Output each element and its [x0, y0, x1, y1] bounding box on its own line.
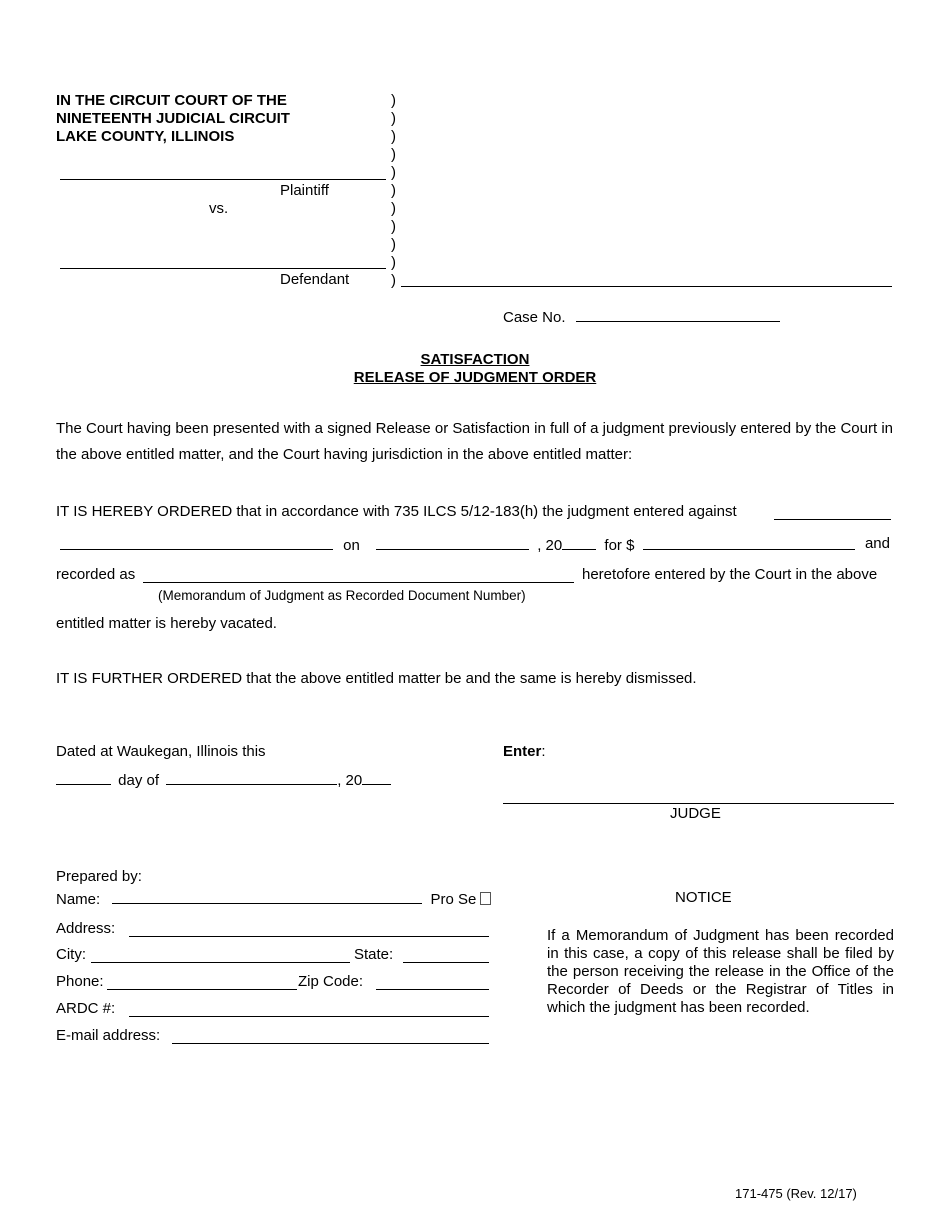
notice-heading: NOTICE [675, 889, 732, 906]
intro-paragraph: The Court having been presented with a signed Release or Satisfaction in full of a judgment previously entered by the Court in the above entitled matter, and the Court having jurisdiction in the above entitled matter: [56, 420, 893, 463]
judge-signature-line[interactable] [503, 803, 894, 804]
court-name-line2: NINETEENTH JUDICIAL CIRCUIT [56, 110, 290, 127]
on-label: on [343, 537, 360, 554]
address-label: Address: [56, 920, 116, 937]
case-number-field[interactable] [576, 307, 780, 322]
defendant-label: Defendant [280, 271, 350, 288]
city-label: City: [56, 946, 86, 963]
recorded-as-label: recorded as [56, 566, 136, 583]
caption-paren: ) [391, 218, 396, 235]
plaintiff-label: Plaintiff [280, 182, 329, 199]
caption-paren: ) [391, 110, 396, 127]
day-of-label: day of [118, 772, 160, 789]
caption-paren: ) [391, 236, 396, 253]
phone-label: Phone: [56, 973, 104, 990]
month-field[interactable] [166, 770, 337, 785]
dated-text: Dated at Waukegan, Illinois this [56, 743, 266, 760]
zip-field[interactable] [376, 975, 489, 990]
judgment-date-field[interactable] [376, 535, 529, 550]
defendant-name-line[interactable] [60, 268, 386, 269]
and-label: and [864, 535, 890, 552]
court-name-line1: IN THE CIRCUIT COURT OF THE [56, 92, 287, 109]
prepared-by-heading: Prepared by: [56, 868, 142, 885]
memo-caption: (Memorandum of Judgment as Recorded Document Number) [158, 588, 526, 603]
ardc-field[interactable] [129, 1002, 489, 1017]
notice-text: If a Memorandum of Judgment has been recorded in this case, a copy of this release shall be filed by the person receiving the release in the Office of the Recorder of Deeds or the Registrar of Titles in which the judgment has been recorded. [547, 927, 894, 1016]
form-number: 171-475 (Rev. 12/17) [735, 1186, 857, 1201]
caption-paren: ) [391, 182, 396, 199]
title-satisfaction: SATISFACTION [420, 351, 530, 368]
case-number-row [503, 307, 780, 327]
amount-field[interactable] [643, 535, 855, 550]
plaintiff-name-line[interactable] [60, 179, 386, 180]
judge-label: JUDGE [670, 805, 721, 822]
caption-paren: ) [391, 200, 396, 217]
debtor-name-field[interactable] [60, 535, 333, 550]
ardc-label: ARDC #: [56, 1000, 116, 1017]
email-label: E-mail address: [56, 1027, 161, 1044]
caption-paren: ) [391, 164, 396, 181]
dated-row [56, 770, 391, 790]
case-number-label: Case No. [503, 309, 566, 326]
caption-paren: ) [391, 272, 396, 289]
recorded-document-field[interactable] [143, 568, 574, 583]
year-prefix-label: , 20 [537, 537, 563, 554]
order1-line2 [60, 535, 892, 555]
dated-year-field[interactable] [362, 770, 391, 785]
enter-colon: : [541, 743, 546, 760]
caption-paren: ) [391, 128, 396, 145]
name-field[interactable] [112, 889, 422, 904]
prepared-name-row [56, 889, 491, 909]
day-field[interactable] [56, 770, 111, 785]
caption-right-line [401, 286, 892, 287]
caption-paren: ) [391, 146, 396, 163]
heretofore-text: heretofore entered by the Court in the above [582, 566, 878, 583]
vacated-text: entitled matter is hereby vacated. [56, 615, 277, 632]
email-field[interactable] [172, 1029, 489, 1044]
for-dollar-label: for $ [604, 537, 635, 554]
pro-se-label: Pro Se [430, 891, 477, 908]
dated-year-prefix: , 20 [337, 772, 363, 789]
caption-paren: ) [391, 92, 396, 109]
zip-label: Zip Code: [298, 973, 364, 990]
pro-se-checkbox[interactable] [480, 892, 491, 905]
city-field[interactable] [91, 948, 350, 963]
phone-field[interactable] [107, 975, 297, 990]
order1-text: IT IS HEREBY ORDERED that in accordance with 735 ILCS 5/12-183(h) the judgment entered against [56, 503, 737, 520]
title-release-order: RELEASE OF JUDGMENT ORDER [353, 369, 597, 386]
judgment-against-field[interactable] [774, 505, 891, 520]
enter-label: Enter [503, 743, 542, 760]
order2-text: IT IS FURTHER ORDERED that the above entitled matter be and the same is hereby dismissed. [56, 670, 697, 687]
court-name-line3: LAKE COUNTY, ILLINOIS [56, 128, 235, 145]
name-label: Name: [56, 891, 101, 908]
state-label: State: [354, 946, 394, 963]
caption-paren: ) [391, 254, 396, 271]
address-field[interactable] [129, 922, 489, 937]
state-field[interactable] [403, 948, 489, 963]
vs-label: vs. [209, 200, 229, 217]
year-field[interactable] [562, 535, 596, 550]
enter-row [503, 743, 546, 761]
